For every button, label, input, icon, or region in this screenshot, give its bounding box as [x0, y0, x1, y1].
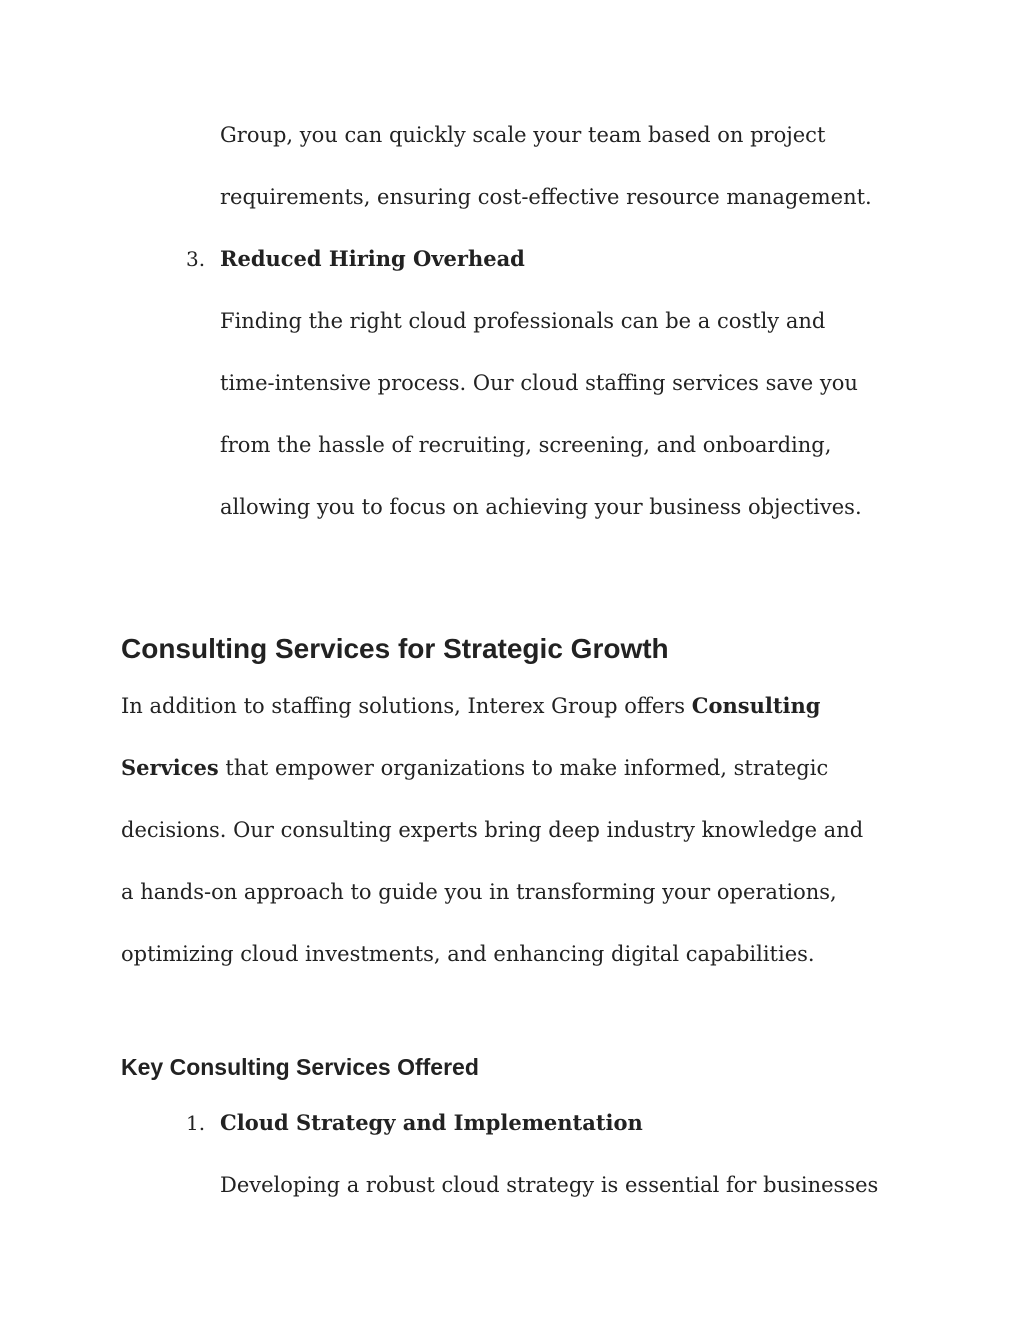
- paragraph-line: from the hassle of recruiting, screening, and onboarding,: [220, 433, 832, 457]
- paragraph-line: Finding the right cloud professionals can be a costly and: [220, 309, 826, 333]
- paragraph-line: [121, 691, 820, 721]
- paragraph-line: requirements, ensuring cost-effective resource management.: [220, 185, 872, 209]
- paragraph-line: time-intensive process. Our cloud staffing services save you: [220, 371, 858, 395]
- emphasis-text: Consulting: [691, 693, 821, 718]
- paragraph-text: that empower organizations to make informed, strategic: [218, 756, 829, 780]
- paragraph-line: a hands-on approach to guide you in transforming your operations,: [121, 880, 837, 904]
- list-item-number: 1.: [186, 1111, 206, 1135]
- paragraph-line: allowing you to focus on achieving your business objectives.: [220, 495, 862, 519]
- paragraph-line: decisions. Our consulting experts bring deep industry knowledge and: [121, 818, 864, 842]
- list-item-title: Cloud Strategy and Implementation: [220, 1110, 643, 1135]
- paragraph-line: [121, 753, 828, 783]
- list-item-number: 3.: [186, 247, 206, 271]
- emphasis-text: Services: [121, 755, 219, 780]
- paragraph-line: Developing a robust cloud strategy is essential for businesses: [220, 1173, 879, 1197]
- list-item-title: Reduced Hiring Overhead: [220, 246, 525, 271]
- subsection-heading: Key Consulting Services Offered: [121, 1054, 479, 1080]
- paragraph-line: Group, you can quickly scale your team based on project: [220, 123, 826, 147]
- section-heading: Consulting Services for Strategic Growth: [121, 633, 669, 664]
- paragraph-line: optimizing cloud investments, and enhancing digital capabilities.: [121, 942, 815, 966]
- paragraph-text: In addition to staffing solutions, Interex Group offers: [121, 694, 692, 718]
